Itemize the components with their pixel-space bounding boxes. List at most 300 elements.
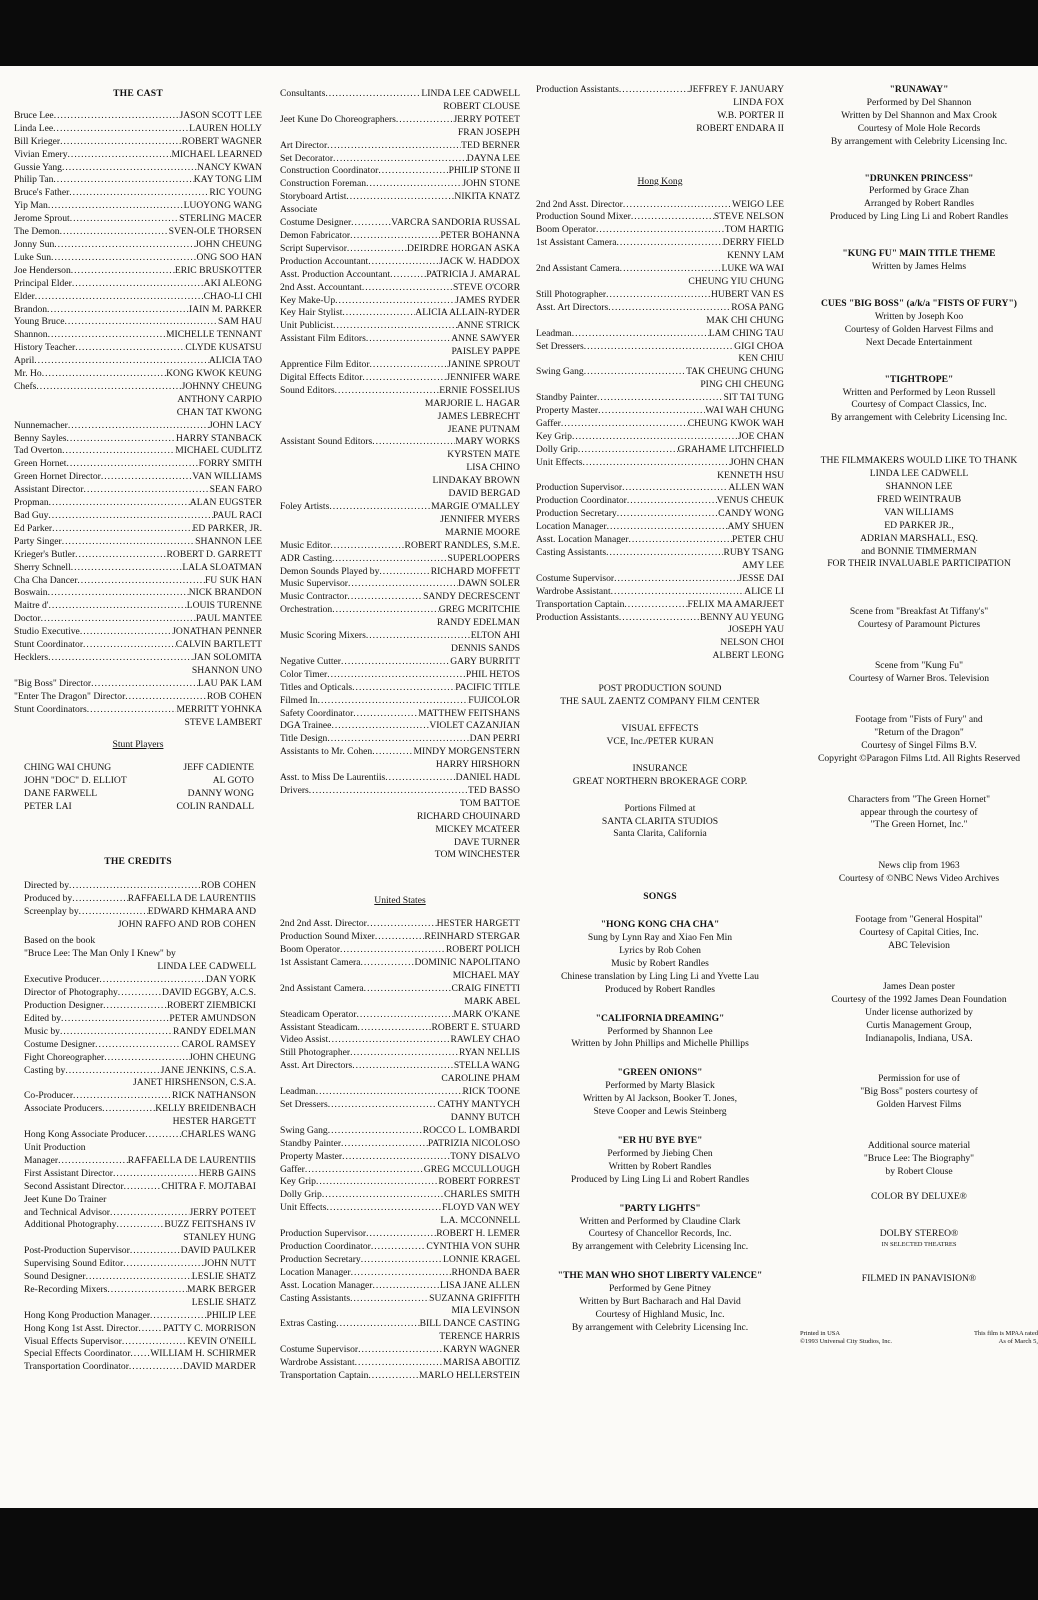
songs-list (536, 919, 784, 1335)
credit-role: History Teacher (14, 342, 76, 354)
credit-role: Executive Producer (24, 974, 100, 986)
block-title: Portions Filmed at (624, 802, 696, 814)
credit-name: ROSA PANG (731, 301, 784, 313)
credit-role: Hong Kong Production Manager (24, 1309, 151, 1321)
associate-label: Associate (280, 204, 318, 216)
credit-row (280, 1189, 520, 1202)
credit-row (280, 359, 520, 372)
credit-row (536, 482, 784, 495)
dot-leader (68, 420, 209, 433)
credit-role: Production Secretary (280, 1253, 361, 1265)
credit-row (14, 200, 262, 213)
credit-role: Benny Sayles (14, 432, 67, 444)
dot-leader (364, 983, 452, 996)
credit-name: NANCY KWAN (197, 161, 262, 173)
dot-leader (60, 136, 182, 149)
credit-name-continued: KEN CHIU (738, 353, 784, 365)
credit-name: EDWARD KHMARA AND (147, 905, 256, 917)
dot-leader (350, 230, 440, 243)
credit-role: Jonny Sun (14, 238, 55, 250)
block-line: Golden Harvest Films (876, 1099, 962, 1111)
dot-leader (87, 704, 177, 717)
unit-production-label: Unit Production (24, 1141, 86, 1153)
credit-role: Consultants (280, 88, 326, 99)
credit-name-continued: KENNY LAM (727, 250, 784, 262)
credit-name: PACIFIC TITLE (455, 681, 520, 693)
credit-name: CHITRA F. MOJTABAI (161, 1180, 256, 1192)
credit-name: BENNY AU YEUNG (699, 611, 784, 623)
credit-role: Asst. Production Accountant (280, 268, 391, 280)
credit-name-continued: DAVE TURNER (453, 836, 520, 848)
credit-role: Boom Operator (536, 224, 596, 236)
credit-name: ROB COHEN (200, 879, 256, 891)
credit-role: Asst. Location Manager (280, 1279, 373, 1291)
credit-role: Linda Lee (14, 122, 54, 134)
credit-role: Music Supervisor (280, 578, 348, 590)
credit-row (536, 392, 784, 405)
credit-row (24, 1284, 256, 1297)
dot-leader (101, 471, 192, 484)
credit-name-continued: DENNIS SANDS (450, 642, 520, 654)
credit-role: Shannon (14, 329, 48, 341)
credit-role: 2nd Asst. Accountant (280, 281, 362, 293)
credit-row (536, 547, 784, 560)
credit-name: CLYDE KUSATSU (185, 342, 262, 354)
credit-row (280, 1086, 520, 1099)
credit-name: ERIC BRUSKOTTER (174, 264, 262, 276)
credit-role: Boom Operator (280, 944, 340, 956)
dot-leader (48, 587, 189, 600)
credit-name-continued: LISA CHINO (466, 462, 520, 474)
dot-leader (347, 243, 407, 256)
dot-leader (330, 540, 404, 553)
credit-role: Screenplay by (24, 905, 79, 917)
thanks-line: THE FILMMAKERS WOULD LIKE TO THANK (820, 455, 1018, 467)
credit-row (536, 495, 784, 508)
credit-name: PETER CHU (732, 534, 784, 546)
credit-role: Production Designer (24, 1000, 104, 1011)
credit-role: Luke Sun (14, 251, 52, 263)
credit-name: DAVID PAULKER (180, 1245, 256, 1257)
credit-row (24, 1245, 256, 1258)
dot-leader (332, 553, 448, 566)
thanks-line: ADRIAN MARSHALL, ESQ. (860, 532, 978, 544)
block-line: appear through the courtesy of (860, 806, 978, 818)
credit-name: MERRITT YOHNKA (176, 703, 262, 715)
fine-print-left: Printed in USA ©1993 Universal City Studios, Inc. (800, 1329, 892, 1345)
credit-name: DAN PERRI (469, 733, 520, 745)
dolby-stereo: DOLBY STEREO® (879, 1227, 959, 1239)
credit-role: Production Assistants (536, 611, 619, 623)
credit-name-continued: CHEUNG YIU CHUNG (688, 275, 784, 287)
credit-name-continued: PING CHI CHEUNG (700, 379, 784, 391)
credit-role: Hong Kong 1st Asst. Director (24, 1322, 139, 1334)
dot-leader (316, 1176, 438, 1189)
credit-name: SANDY DECRESCENT (423, 591, 520, 603)
credit-name-continued: LINDA FOX (733, 96, 784, 108)
dot-leader (341, 1138, 428, 1151)
credit-name-continued: HARRY HIRSHORN (435, 759, 520, 771)
credit-name: JOHNNY CHEUNG (181, 380, 262, 392)
credit-row (536, 366, 784, 379)
credit-name: JAN SOLOMITA (193, 651, 262, 663)
credit-row (14, 304, 262, 317)
credit-name: CATHY MANTYCH (437, 1098, 520, 1110)
credit-name-continued: MARNIE MOORE (445, 526, 520, 538)
block-line: "The Green Hornet, Inc." (870, 819, 968, 831)
credit-block (800, 374, 1038, 426)
credit-name: FU SUK HAN (204, 574, 262, 586)
block-line: SANTA CLARITA STUDIOS (601, 815, 719, 827)
credit-block (800, 84, 1038, 149)
credit-row (536, 573, 784, 586)
credit-row (24, 1103, 256, 1116)
dot-leader (360, 957, 414, 970)
credit-name: ROBERT H. LEMER (436, 1228, 520, 1240)
credit-name: STEVE NELSON (713, 211, 784, 223)
dot-leader (368, 256, 439, 269)
credit-row (280, 191, 520, 204)
dot-leader (71, 265, 175, 278)
fine-print (800, 1330, 1038, 1346)
credit-name-continued: PAISLEY PAPPE (451, 346, 520, 358)
credit-role: Safety Coordinator (280, 707, 354, 719)
credit-row (536, 534, 784, 547)
block-title: News clip from 1963 (878, 860, 960, 872)
dot-leader (49, 497, 190, 510)
credit-role: Jerome Sprout (14, 213, 70, 225)
dot-leader (572, 431, 738, 444)
credit-name: PHILIP STONE II (448, 165, 520, 177)
credit-name: JANE JENKINS, C.S.A. (160, 1064, 256, 1076)
credit-row (14, 510, 262, 523)
dot-leader (316, 1086, 463, 1099)
block-title: "RUNAWAY" (889, 84, 949, 95)
credit-name: FLOYD VAN WEY (442, 1202, 520, 1214)
credit-row (536, 328, 784, 341)
credit-role: Hong Kong Associate Producer (24, 1129, 146, 1141)
dot-leader (48, 200, 184, 213)
credit-role: Asst. Art Directors (536, 301, 609, 313)
credit-role: Production Sound Mixer (536, 211, 631, 223)
credit-row (280, 733, 520, 746)
filmed-in-panavision: FILMED IN PANAVISION® (861, 1272, 977, 1284)
credit-role: Unit Publicist (280, 320, 334, 332)
dot-leader (99, 974, 206, 987)
credit-role: Key Hair Stylist (280, 307, 343, 319)
column-4 (800, 66, 1038, 1346)
dot-leader (49, 600, 187, 613)
credit-name: LINDA LEE CADWELL (421, 88, 520, 99)
credit-name: MARGIE O'MALLEY (431, 501, 520, 512)
credit-row (24, 1168, 256, 1181)
block-line: Written and Performed by Claudine Clark (579, 1215, 741, 1227)
credit-name: SUPERLOOPERS (447, 552, 520, 564)
credit-row (280, 708, 520, 721)
credit-row (280, 1060, 520, 1073)
credit-role: Script Supervisor (280, 242, 347, 254)
dot-leader (322, 1189, 444, 1202)
credit-name: KELLY BREIDENBACH (155, 1103, 256, 1115)
credit-name: SVEN-OLE THORSEN (168, 226, 262, 238)
credit-name: REINHARD STERGAR (424, 931, 520, 943)
credit-row (24, 1258, 256, 1271)
credit-name: LONNIE KRAGEL (442, 1253, 520, 1265)
block-line: GREAT NORTHERN BROKERAGE CORP. (572, 775, 748, 787)
credit-block (536, 1135, 784, 1187)
credit-name: GREG MCCULLOUGH (423, 1163, 520, 1175)
dot-leader (54, 239, 195, 252)
dot-leader (130, 1348, 150, 1361)
block-line: Copyright ©Paragon Films Ltd. All Rights Reserved (817, 752, 1021, 764)
block-line: Courtesy of Chancellor Records, Inc. (588, 1228, 732, 1240)
credit-name: MICHAEL LEARNED (171, 148, 262, 160)
dot-leader (561, 418, 688, 431)
credit-name: ROBERT POLICH (445, 944, 520, 956)
credit-role: 2nd 2nd Asst. Director (536, 198, 623, 210)
credit-name: NIKITA KNATZ (454, 191, 520, 203)
block-line: Performed by Gene Pitney (608, 1283, 712, 1295)
stunt-row (24, 775, 254, 788)
block-line: Courtesy of ©NBC News Video Archives (838, 873, 1000, 885)
dot-leader (582, 457, 729, 470)
credit-row (536, 199, 784, 212)
dot-leader (358, 1344, 443, 1357)
dot-leader (34, 355, 209, 368)
credit-name: MARK BERGER (186, 1283, 256, 1295)
credit-row (24, 987, 256, 1000)
credit-row (280, 540, 520, 553)
credit-name: CHEUNG KWOK WAH (687, 417, 784, 429)
dot-leader (627, 495, 717, 508)
credit-name: HARRY STANBACK (175, 432, 262, 444)
credit-role: 1st Assistant Camera (280, 957, 361, 968)
thanks-line: FRED WEINTRAUB (876, 493, 962, 505)
credit-role: 2nd Assistant Camera (280, 982, 364, 994)
dot-leader (370, 359, 448, 372)
book-author: LINDA LEE CADWELL (157, 961, 256, 973)
thanks-line: ED PARKER JR., (884, 519, 954, 531)
credit-row (14, 316, 262, 329)
credit-role: Directed by (24, 879, 70, 891)
block-line: By arrangement with Celebrity Licensing Inc. (571, 1241, 749, 1253)
credit-row (14, 523, 262, 536)
dot-leader (107, 1284, 187, 1297)
dot-leader (372, 436, 455, 449)
dot-leader (329, 501, 431, 514)
credit-row (536, 599, 784, 612)
credit-role: Gaffer (280, 1163, 305, 1175)
credit-role: Jeet Kune Do Choreographers (280, 113, 396, 125)
credit-role: Green Hornet (14, 458, 67, 470)
credit-name: ROBERT FORREST (438, 1176, 520, 1188)
dot-leader (72, 278, 204, 291)
credit-name: PHILIP LEE (206, 1309, 256, 1321)
credit-row (536, 418, 784, 431)
credit-role: Production Supervisor (536, 482, 623, 494)
credit-row (280, 307, 520, 320)
block-title: "ER HU BYE BYE" (617, 1135, 703, 1146)
dot-leader (71, 562, 183, 575)
dot-leader (578, 444, 678, 457)
credit-name-continued: STEVE LAMBERT (184, 716, 262, 728)
dot-leader (366, 178, 462, 191)
credit-row (14, 174, 262, 187)
dot-leader (60, 1026, 173, 1039)
credit-name-continued: ANTHONY CARPIO (177, 393, 262, 405)
credit-role: Set Dressers (536, 340, 584, 352)
credit-role: Leadman (536, 327, 572, 339)
credit-role: Location Manager (280, 1266, 351, 1278)
block-title: Characters from "The Green Hornet" (847, 793, 991, 805)
credit-name: GIGI CHOA (734, 340, 784, 352)
credit-name: RANDY EDELMAN (172, 1025, 256, 1037)
credit-name: KAY TONG LIM (193, 174, 262, 186)
credit-name: PAUL RACI (212, 510, 262, 521)
dot-leader (104, 1052, 189, 1065)
block-line: Produced by Ling Ling Li and Robert Randles (570, 1173, 750, 1185)
dot-leader (342, 1151, 450, 1164)
credit-name: PATTY C. MORRISON (163, 1322, 256, 1334)
dot-leader (335, 295, 455, 308)
credit-row (280, 931, 520, 944)
credit-row (24, 1000, 256, 1013)
credit-name: SUZANNA GRIFFITH (429, 1292, 520, 1304)
credit-row (14, 213, 262, 226)
credit-role: Asst. Art Directors (280, 1060, 353, 1072)
credit-role: Costume Designer (24, 1038, 96, 1050)
credit-role: Casting by (24, 1064, 66, 1076)
credit-row (14, 471, 262, 484)
credit-row (14, 587, 262, 600)
dot-leader (70, 213, 179, 226)
united-states-heading: United States (374, 895, 426, 907)
credit-row (14, 639, 262, 652)
credit-name-continued: JOSEPH YAU (728, 624, 784, 636)
dot-leader (47, 304, 189, 317)
credit-block (536, 1203, 784, 1255)
credit-row (280, 1280, 520, 1293)
dot-leader (622, 482, 728, 495)
credit-name: JONATHAN PENNER (172, 626, 262, 638)
credit-row (280, 1241, 520, 1254)
dot-leader (68, 149, 172, 162)
credit-row (24, 893, 256, 906)
credit-row (24, 1129, 256, 1142)
dot-leader (332, 604, 439, 617)
dot-leader (118, 987, 162, 1000)
credit-row (280, 178, 520, 191)
credit-name: DANIEL HADL (455, 772, 520, 784)
credit-role: Bruce's Father (14, 187, 70, 199)
credit-role: Still Photographer (536, 288, 607, 300)
credit-name: HUBERT VAN ES (711, 288, 784, 300)
credit-role: Key Grip (536, 430, 572, 442)
credit-role: Assistant Director (14, 484, 84, 496)
credit-row (280, 1138, 520, 1151)
credit-row (24, 1310, 256, 1323)
credit-name-continued: JOHN RAFFO AND ROB COHEN (117, 918, 256, 930)
credit-name: PAUL MANTEE (195, 613, 262, 625)
credit-name: ALAN EUGSTER (189, 497, 262, 509)
credit-name-continued: ROBERT CLOUSE (443, 100, 520, 112)
credit-role: Ed Parker (14, 522, 53, 534)
credit-role: Production Assistants (536, 84, 619, 95)
credit-block (800, 606, 1038, 632)
credit-name: MATTHEW FEITSHANS (418, 707, 520, 719)
block-line: Steve Cooper and Lewis Steinberg (593, 1106, 727, 1118)
dot-leader (86, 1271, 192, 1284)
dot-leader (606, 289, 711, 302)
credit-row (280, 1357, 520, 1370)
dot-leader (371, 1241, 426, 1254)
credit-name-continued: CAROLINE PHAM (441, 1073, 520, 1085)
credit-name-continued: KENNETH HSU (717, 469, 784, 481)
credit-name: CANDY WONG (718, 508, 784, 520)
credit-role: Gaffer (536, 417, 561, 429)
credit-block (800, 660, 1038, 686)
credit-row (280, 682, 520, 695)
credit-name: SHANNON LEE (195, 535, 262, 547)
credit-name: ALICIA ALLAIN-RYDER (415, 307, 520, 319)
credit-row (14, 678, 262, 691)
credit-role: ADR Casting (280, 552, 332, 564)
block-line: Under license authorized by (865, 1006, 973, 1018)
stunt-player: AL GOTO (212, 775, 254, 787)
credit-block (800, 248, 1038, 274)
block-line: Performed by Marty Blasick (605, 1080, 715, 1092)
dot-leader (51, 252, 196, 265)
credit-row (280, 385, 520, 398)
credit-row (14, 110, 262, 123)
credit-name: JERRY POTEET (189, 1206, 256, 1218)
dot-leader (372, 746, 413, 759)
credit-name-continued: MICKEY MCATEER (435, 823, 520, 835)
credit-name: ALLEN WAN (728, 482, 784, 494)
dot-leader (66, 458, 198, 471)
credit-name: JOHN STONE (462, 178, 520, 190)
credit-row (536, 508, 784, 521)
credit-row (24, 1026, 256, 1039)
dot-leader (366, 1228, 436, 1241)
stunt-player: PETER LAI (24, 801, 72, 813)
block-title: James Dean poster (883, 980, 955, 992)
credit-row (14, 381, 262, 394)
stunt-player: JOHN "DOC" D. ELLIOT (24, 775, 127, 787)
credit-row (280, 1318, 520, 1331)
block-line: By arrangement with Celebrity Licensing Inc. (830, 135, 1008, 147)
credit-name: JOE CHAN (737, 430, 784, 442)
credit-role: "Big Boss" Director (14, 677, 92, 689)
credit-name-continued: KYRSTEN MATE (447, 449, 520, 461)
credit-name-continued: W.B. PORTER II (717, 109, 784, 121)
credit-role: Video Assist (280, 1034, 329, 1046)
credit-row (280, 1034, 520, 1047)
credit-block (536, 723, 784, 749)
credit-row (280, 217, 520, 230)
credit-name: CAROL RAMSEY (181, 1038, 256, 1050)
block-line: Written by Del Shannon and Max Crook (841, 109, 997, 121)
credit-role: Chefs (14, 380, 37, 392)
credit-row (280, 604, 520, 617)
credit-role: Unit Effects (280, 1202, 327, 1214)
dot-leader (390, 269, 426, 282)
credit-role: Casting Assistants (280, 1292, 351, 1304)
credit-role: Brandon (14, 303, 48, 315)
credit-role: Mr. Ho (14, 368, 42, 380)
dot-leader (69, 880, 201, 893)
dot-leader (378, 165, 448, 178)
